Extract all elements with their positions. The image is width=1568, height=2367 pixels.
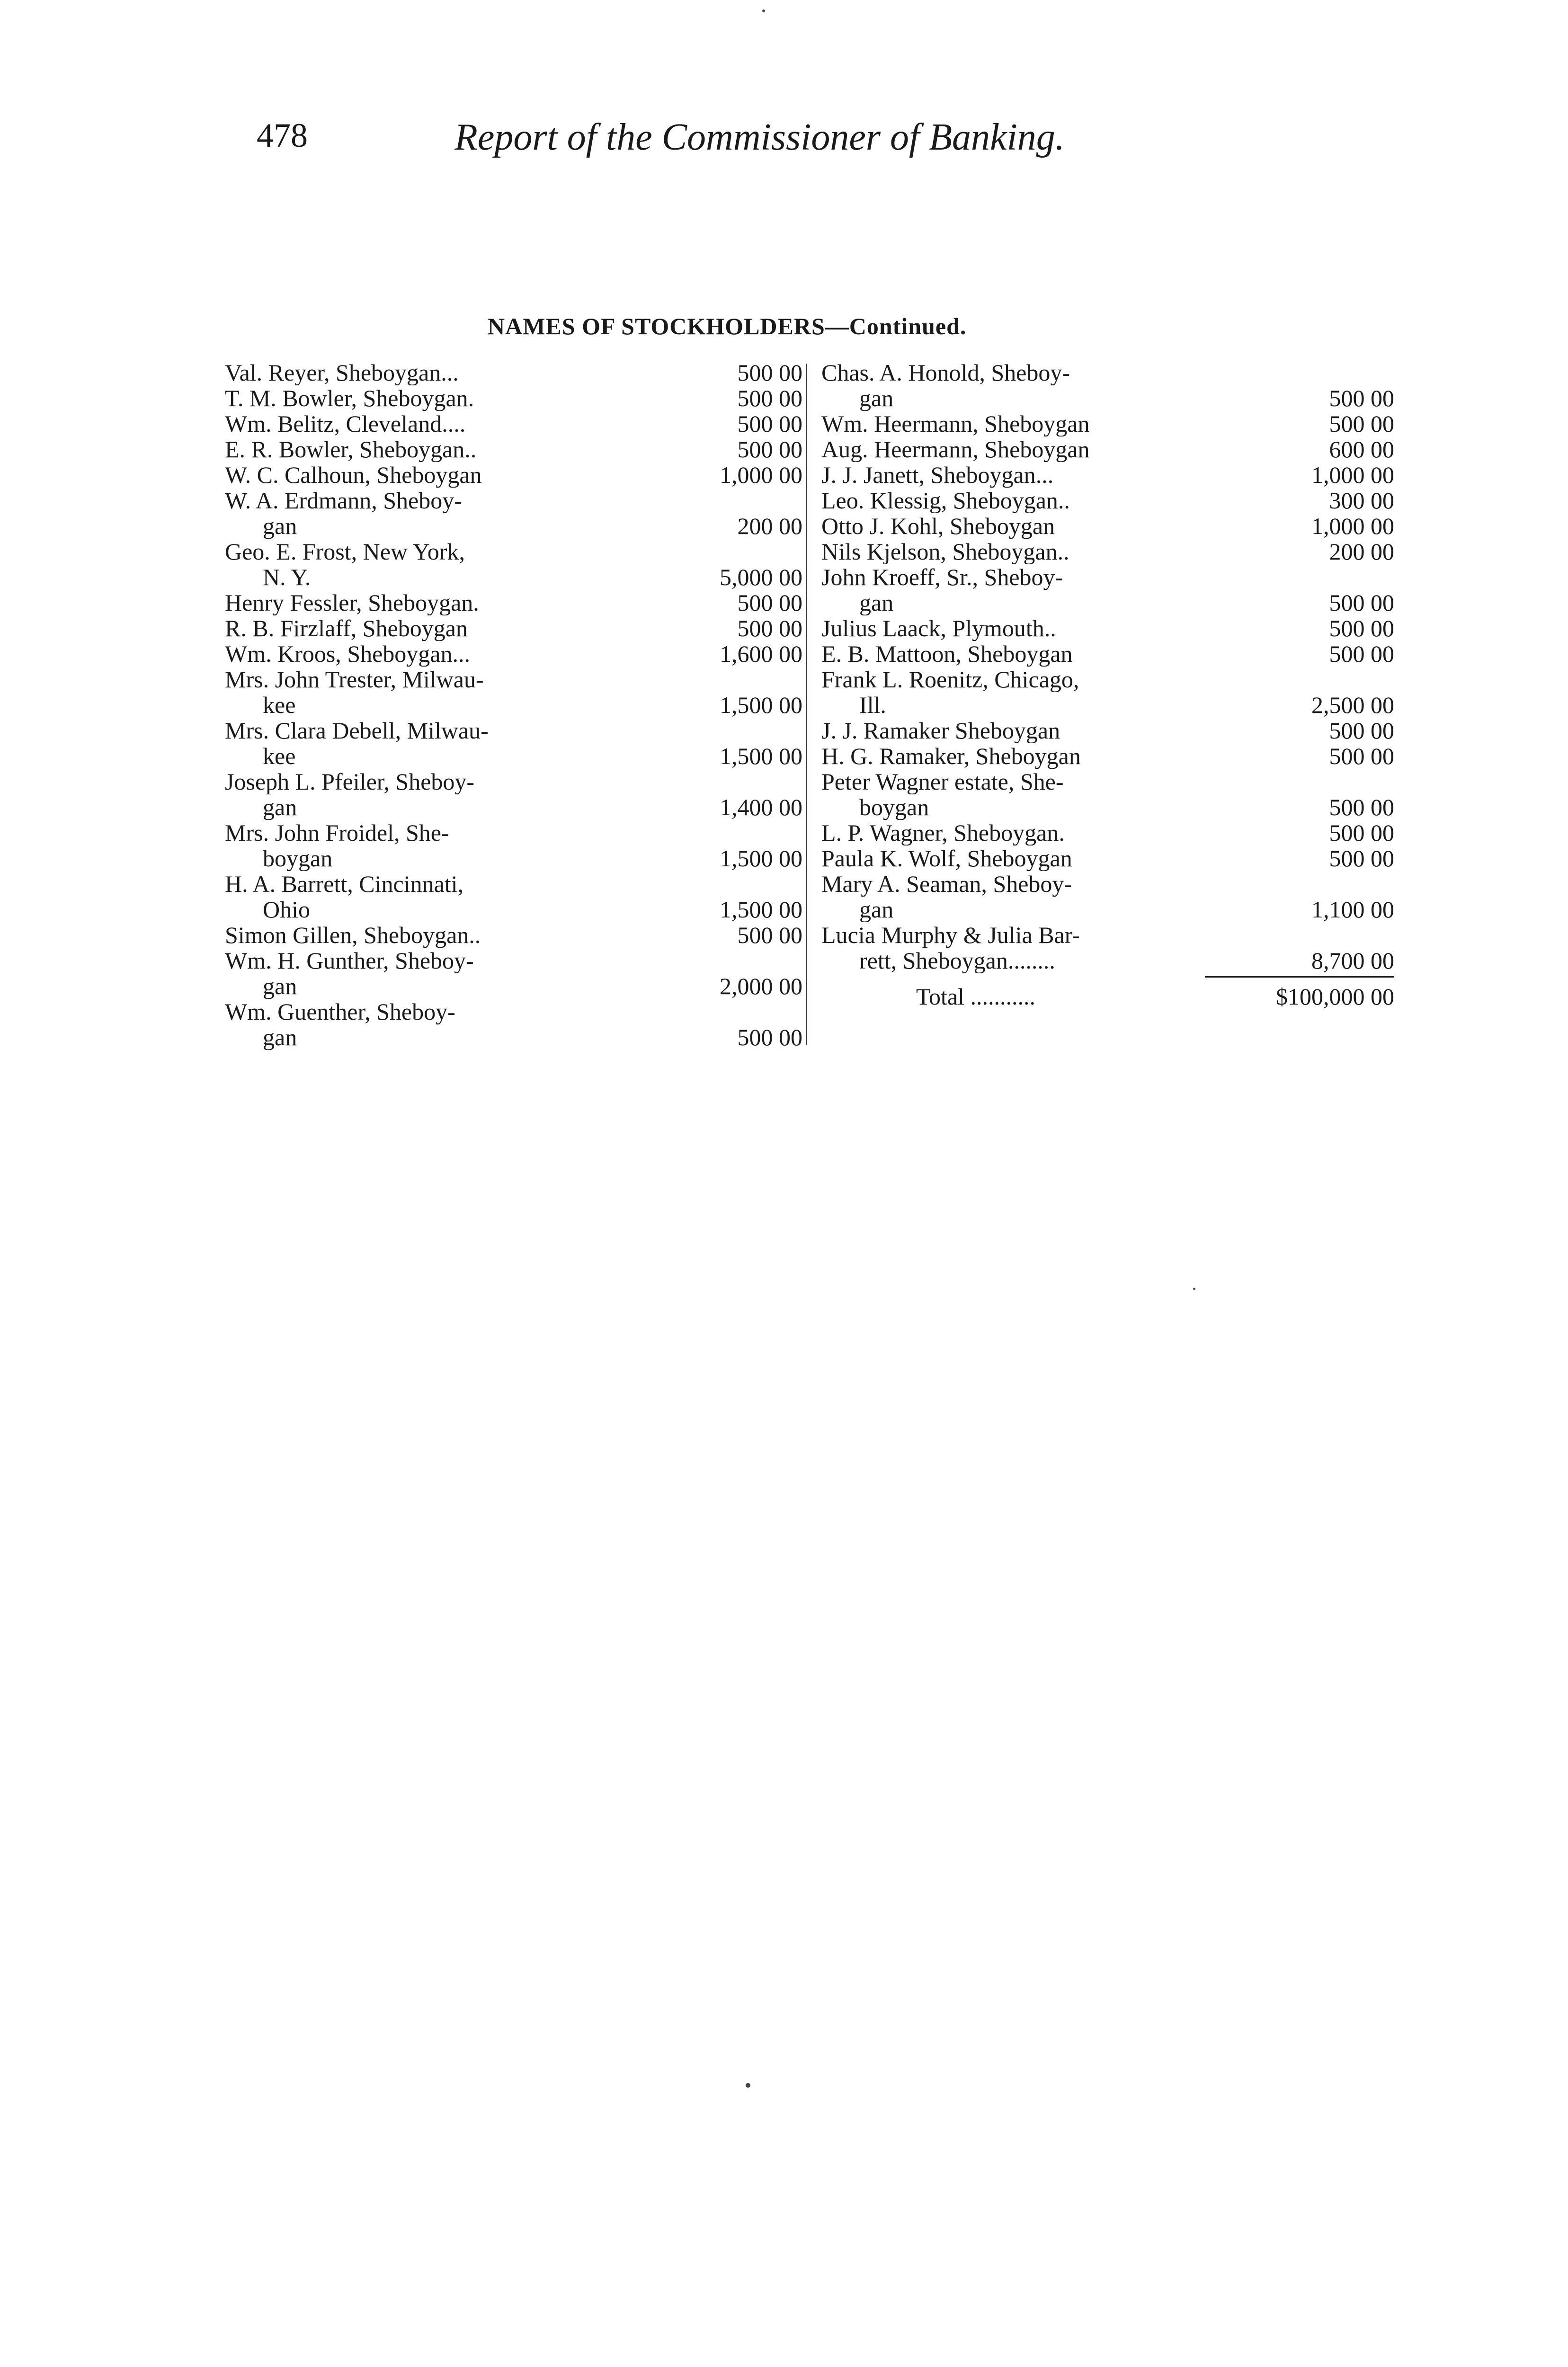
stockholder-name: Nils Kjelson, Sheboygan..: [821, 539, 1069, 564]
stockholder-name-line: [225, 462, 802, 488]
stockholder-name-line: [225, 385, 802, 411]
total-amount: $100,000 00: [1276, 983, 1394, 1010]
stockholder-entry: [225, 769, 802, 820]
stockholder-entry: [821, 436, 1394, 462]
stockholder-name: Geo. E. Frost, New York,: [225, 539, 465, 564]
stockholder-entry: [821, 718, 1394, 743]
stockholder-name-continuation: [225, 692, 802, 718]
share-amount: 500 00: [1329, 410, 1394, 437]
stockholder-entry: [225, 922, 802, 948]
stockholder-name-line: [821, 667, 1394, 692]
share-amount: 500 00: [1329, 794, 1394, 820]
total-rule-row: [821, 973, 1394, 980]
stockholder-entry: [225, 871, 802, 922]
total-row: [821, 984, 1394, 1009]
stockholder-name-line: [821, 743, 1394, 769]
stockholder-name-line: [821, 488, 1394, 513]
stockholder-name-line: [225, 539, 802, 564]
stockholder-name-line: [225, 436, 802, 462]
ink-speck: [746, 2083, 750, 2088]
share-amount: 5,000 00: [720, 564, 802, 590]
stockholder-entry: [821, 360, 1394, 411]
stockholder-name-line: [821, 641, 1394, 667]
stockholder-name-continuation: [225, 897, 802, 922]
stockholder-name-continuation: [225, 973, 802, 999]
share-amount: 500 00: [1329, 717, 1394, 744]
share-amount: 2,500 00: [1311, 692, 1394, 718]
share-amount: 1,000 00: [1311, 513, 1394, 539]
stockholder-entry: [821, 769, 1394, 820]
stockholder-name: T. M. Bowler, Sheboygan.: [225, 385, 474, 411]
stockholder-name: Paula K. Wolf, Sheboygan: [821, 845, 1072, 871]
share-amount: 500 00: [737, 359, 802, 386]
page-header: [0, 116, 1568, 173]
stockholder-name: Ohio: [263, 897, 310, 922]
share-amount: 500 00: [1329, 385, 1394, 411]
stockholder-name-line: [821, 922, 1394, 948]
stockholder-name-line: [225, 590, 802, 615]
stockholder-name-line: [225, 948, 802, 973]
share-amount: 600 00: [1329, 436, 1394, 463]
stockholder-name: Mary A. Seaman, Sheboy-: [821, 871, 1072, 897]
stockholder-entry: [225, 667, 802, 718]
stockholder-name: E. B. Mattoon, Sheboygan: [821, 641, 1073, 667]
stockholder-name: Leo. Klessig, Sheboygan..: [821, 488, 1070, 513]
stockholder-name: gan: [263, 973, 297, 999]
stockholder-name: boygan: [263, 845, 333, 871]
stockholder-name-continuation: [821, 794, 1394, 820]
stockholder-name: Aug. Heermann, Sheboygan: [821, 436, 1090, 462]
share-amount: 500 00: [737, 589, 802, 616]
share-amount: 500 00: [1329, 743, 1394, 769]
stockholder-name: Wm. Guenther, Sheboy-: [225, 999, 455, 1024]
stockholder-name: kee: [263, 743, 296, 769]
stockholder-name-line: [225, 718, 802, 743]
share-amount: 1,500 00: [720, 896, 802, 923]
running-title: Report of the Commissioner of Banking.: [454, 116, 1065, 158]
stockholder-entry: [821, 462, 1394, 488]
stockholder-entry: [225, 462, 802, 488]
stockholder-name: J. J. Ramaker Sheboygan: [821, 718, 1060, 743]
share-amount: 8,700 00: [1311, 947, 1394, 974]
stockholder-name-line: [225, 667, 802, 692]
stockholder-name: Mrs. John Trester, Milwau-: [225, 667, 484, 692]
share-amount: 500 00: [737, 436, 802, 463]
stockholder-entry: [225, 615, 802, 641]
stockholder-name-line: [225, 641, 802, 667]
share-amount: 1,400 00: [720, 794, 802, 820]
stockholder-name: Julius Laack, Plymouth..: [821, 615, 1056, 641]
stockholder-entry: [225, 385, 802, 411]
stockholder-entry: [225, 488, 802, 539]
stockholder-name-line: [821, 564, 1394, 590]
stockholder-name-line: [821, 845, 1394, 871]
stockholder-name-line: [225, 922, 802, 948]
stockholder-name: John Kroeff, Sr., Sheboy-: [821, 564, 1063, 590]
stockholder-name: W. C. Calhoun, Sheboygan: [225, 462, 482, 488]
stockholder-entry: [821, 513, 1394, 539]
stockholder-entry: [225, 820, 802, 871]
stockholder-name: Wm. Heermann, Sheboygan: [821, 411, 1090, 436]
stockholder-entry: [225, 539, 802, 590]
stockholder-entry: [821, 411, 1394, 436]
stockholder-name-line: [225, 769, 802, 794]
stockholder-name: J. J. Janett, Sheboygan...: [821, 462, 1054, 488]
stockholder-entry: [225, 641, 802, 667]
stockholder-entry: [821, 871, 1394, 922]
stockholder-name: Mrs. Clara Debell, Milwau-: [225, 718, 489, 743]
stockholder-name: Simon Gillen, Sheboygan..: [225, 922, 481, 948]
stockholder-name-line: [225, 871, 802, 897]
stockholder-entry: [821, 641, 1394, 667]
stockholder-name: Henry Fessler, Sheboygan.: [225, 590, 479, 615]
stockholder-name: W. A. Erdmann, Sheboy-: [225, 488, 462, 513]
stockholder-entry: [821, 743, 1394, 769]
stockholder-name-line: [821, 436, 1394, 462]
stockholder-name-continuation: [821, 385, 1394, 411]
stockholder-name: Val. Reyer, Sheboygan...: [225, 360, 459, 385]
stockholder-name: Chas. A. Honold, Sheboy-: [821, 360, 1070, 385]
stockholder-name-line: [821, 769, 1394, 794]
total-label: Total ...........: [916, 984, 1036, 1009]
stockholder-name-line: [225, 999, 802, 1024]
stockholder-entry: [225, 436, 802, 462]
share-amount: 300 00: [1329, 487, 1394, 514]
share-amount: 200 00: [1329, 538, 1394, 565]
stockholder-name: gan: [263, 1024, 297, 1050]
share-amount: 500 00: [737, 385, 802, 411]
stockholder-name-line: [225, 360, 802, 385]
stockholder-entry: [821, 615, 1394, 641]
share-amount: 1,600 00: [720, 641, 802, 667]
stockholder-name: Frank L. Roenitz, Chicago,: [821, 667, 1079, 692]
stockholder-name: gan: [263, 513, 297, 539]
stockholder-name-line: [821, 539, 1394, 564]
stockholder-name-line: [821, 718, 1394, 743]
stockholder-name-continuation: [225, 743, 802, 769]
stockholder-name: Wm. Kroos, Sheboygan...: [225, 641, 470, 667]
stockholder-entry: [821, 820, 1394, 845]
ink-speck: [762, 9, 765, 12]
share-amount: 2,000 00: [720, 973, 802, 999]
share-amount: 500 00: [1329, 589, 1394, 616]
stockholder-entry: [225, 411, 802, 436]
stockholder-name-continuation: [821, 897, 1394, 922]
share-amount: 1,100 00: [1311, 896, 1394, 923]
share-amount: 1,500 00: [720, 692, 802, 718]
stockholder-name-line: [225, 820, 802, 845]
stockholder-name-continuation: [225, 564, 802, 590]
stockholder-entry: [821, 488, 1394, 513]
stockholder-name: Lucia Murphy & Julia Bar-: [821, 922, 1080, 948]
stockholders-right-column: [821, 360, 1394, 1009]
stockholder-name-continuation: [225, 513, 802, 539]
stockholder-name-line: [225, 615, 802, 641]
stockholder-entry: [821, 564, 1394, 615]
stockholder-entry: [225, 948, 802, 999]
stockholder-name-continuation: [225, 845, 802, 871]
stockholder-name: Wm. H. Gunther, Sheboy-: [225, 948, 474, 973]
stockholder-name-line: [225, 488, 802, 513]
stockholder-entry: [821, 922, 1394, 973]
stockholder-name-line: [821, 513, 1394, 539]
stockholder-name-line: [821, 820, 1394, 845]
share-amount: 1,500 00: [720, 845, 802, 872]
share-amount: 500 00: [737, 922, 802, 948]
stockholders-left-column: [225, 360, 802, 1050]
share-amount: 1,500 00: [720, 743, 802, 769]
share-amount: 1,000 00: [720, 462, 802, 488]
stockholder-name-continuation: [821, 692, 1394, 718]
stockholder-name: Ill.: [859, 692, 886, 718]
stockholder-entry: [225, 590, 802, 615]
stockholder-name: Otto J. Kohl, Sheboygan: [821, 513, 1055, 539]
section-title: NAMES OF STOCKHOLDERS—Continued.: [488, 313, 967, 339]
stockholder-name-continuation: [821, 948, 1394, 973]
stockholder-name: E. R. Bowler, Sheboygan..: [225, 436, 477, 462]
share-amount: 500 00: [737, 615, 802, 641]
stockholder-name-line: [821, 360, 1394, 385]
stockholder-name: gan: [859, 897, 894, 922]
share-amount: 500 00: [1329, 641, 1394, 667]
stockholder-name-line: [821, 462, 1394, 488]
share-amount: 200 00: [737, 513, 802, 539]
stockholder-name-line: [821, 615, 1394, 641]
stockholder-entry: [821, 539, 1394, 564]
stockholder-name: L. P. Wagner, Sheboygan.: [821, 820, 1065, 845]
stockholder-name: N. Y.: [263, 564, 311, 590]
stockholder-name: H. G. Ramaker, Sheboygan: [821, 743, 1081, 769]
stockholder-name: H. A. Barrett, Cincinnati,: [225, 871, 464, 897]
stockholder-entry: [225, 999, 802, 1050]
stockholder-name: kee: [263, 692, 296, 718]
stockholder-name: gan: [263, 794, 297, 820]
stockholder-name: Mrs. John Froidel, She-: [225, 820, 449, 845]
ink-speck: [1193, 1288, 1195, 1290]
page-number: 478: [257, 116, 308, 154]
stockholder-name-continuation: [225, 794, 802, 820]
stockholder-name-line: [821, 871, 1394, 897]
stockholder-name: gan: [859, 590, 894, 615]
stockholder-entry: [225, 360, 802, 385]
stockholder-name-line: [225, 411, 802, 436]
total-rule: [1205, 976, 1394, 980]
share-amount: 500 00: [1329, 615, 1394, 641]
stockholder-name: R. B. Firzlaff, Sheboygan: [225, 615, 468, 641]
stockholder-entry: [225, 718, 802, 769]
stockholder-entry: [821, 667, 1394, 718]
stockholder-name-line: [821, 411, 1394, 436]
share-amount: 500 00: [737, 1024, 802, 1050]
stockholder-name: Peter Wagner estate, She-: [821, 769, 1064, 794]
stockholder-name: gan: [859, 385, 894, 411]
share-amount: 1,000 00: [1311, 462, 1394, 488]
stockholder-entry: [821, 845, 1394, 871]
stockholder-name-continuation: [821, 590, 1394, 615]
stockholder-name: Joseph L. Pfeiler, Sheboy-: [225, 769, 475, 794]
stockholder-name-continuation: [225, 1024, 802, 1050]
share-amount: 500 00: [737, 410, 802, 437]
column-divider: [806, 364, 807, 1045]
share-amount: 500 00: [1329, 845, 1394, 872]
share-amount: 500 00: [1329, 819, 1394, 846]
stockholder-name: Wm. Belitz, Cleveland....: [225, 411, 466, 436]
stockholder-name: rett, Sheboygan........: [859, 948, 1055, 973]
stockholder-name: boygan: [859, 794, 929, 820]
